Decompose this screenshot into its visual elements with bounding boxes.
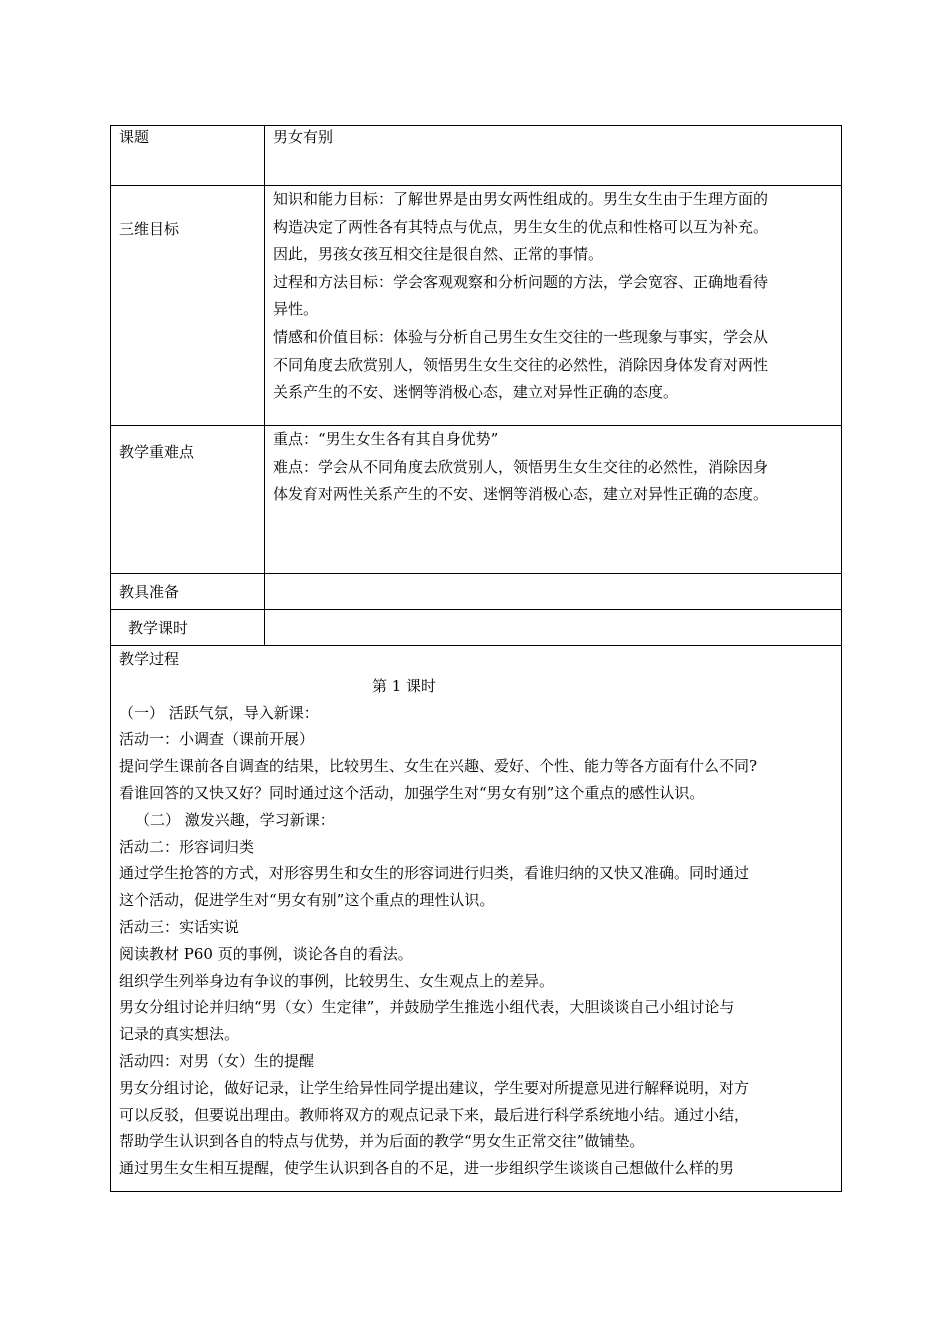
lesson-period-title: 第 1 课时 bbox=[371, 676, 437, 695]
label-objectives bbox=[111, 186, 265, 426]
process-line: 通过学生抢答的方式，对形容男生和女生的形容词进行归类，看谁归纳的又快又准确。同时通过 bbox=[119, 864, 750, 883]
activity-heading: 活动一：小调查（课前开展） bbox=[119, 730, 315, 749]
section-heading: （二） 激发兴趣，学习新课： bbox=[135, 810, 335, 829]
table-row-materials bbox=[111, 574, 842, 610]
key-point-line: 重点：“男生女生各有其自身优势” bbox=[273, 430, 499, 448]
objectives-line: 知识和能力目标：了解世界是由男女两性组成的。男生女生由于生理方面的 bbox=[273, 190, 769, 208]
lesson-plan-table bbox=[110, 125, 842, 1192]
label-objectives-text: 三维目标 bbox=[119, 220, 180, 238]
process-line: 阅读教材 P60 页的事例，谈论各自的看法。 bbox=[119, 944, 413, 963]
objectives-line: 情感和价值目标：体验与分析自己男生女生交往的一些现象与事实，学会从 bbox=[273, 327, 769, 346]
activity-heading: 活动二：形容词归类 bbox=[119, 837, 255, 856]
label-topic: 课题 bbox=[111, 126, 265, 186]
objectives-line: 关系产生的不安、迷惘等消极心态，建立对异性正确的态度。 bbox=[273, 383, 679, 402]
value-materials bbox=[265, 574, 842, 610]
process-line: 看谁回答的又快又好？同时通过这个活动，加强学生对“男女有别”这个重点的感性认识。 bbox=[119, 783, 705, 802]
table-row-process bbox=[111, 646, 842, 1192]
process-line: 记录的真实想法。 bbox=[119, 1025, 240, 1044]
label-key-points-text: 教学重难点 bbox=[119, 443, 195, 461]
process-line: 男女分组讨论，做好记录，让学生给异性同学提出建议，学生要对所提意见进行解释说明，对方 bbox=[119, 1078, 750, 1097]
table-row-periods bbox=[111, 610, 842, 646]
teaching-process bbox=[111, 646, 842, 1192]
process-line: 帮助学生认识到各自的特点与优势，并为后面的教学“男女生正常交往”做铺垫。 bbox=[119, 1132, 645, 1151]
activity-heading: 活动四：对男（女）生的提醒 bbox=[119, 1051, 315, 1070]
process-line: 通过男生女生相互提醒，使学生认识到各自的不足，进一步组织学生谈谈自己想做什么样的男 bbox=[119, 1159, 735, 1178]
key-point-line: 体发育对两性关系产生的不安、迷惘等消极心态，建立对异性正确的态度。 bbox=[273, 485, 769, 504]
process-line: 提问学生课前各自调查的结果，比较男生、女生在兴趣、爱好、个性、能力等各方面有什么不同? bbox=[119, 757, 758, 776]
objectives-line: 异性。 bbox=[273, 300, 319, 319]
topic-text: 男女有别 bbox=[273, 128, 334, 146]
process-line: 男女分组讨论并归纳“男（女）生定律”，并鼓励学生推选小组代表，大胆谈谈自己小组讨论与 bbox=[119, 998, 735, 1017]
objectives-line: 过程和方法目标：学会客观观察和分析问题的方法，学会宽容、正确地看待 bbox=[273, 272, 769, 291]
objectives-line: 因此，男孩女孩互相交往是很自然、正常的事情。 bbox=[273, 245, 604, 264]
process-line: 这个活动，促进学生对“男女有别”这个重点的理性认识。 bbox=[119, 891, 495, 910]
value-periods bbox=[265, 610, 842, 646]
activity-heading: 活动三：实话实说 bbox=[119, 917, 240, 936]
process-line: 组织学生列举身边有争议的事例，比较男生、女生观点上的差异。 bbox=[119, 971, 555, 990]
objectives-line: 构造决定了两性各有其特点与优点，男生女生的优点和性格可以互为补充。 bbox=[273, 217, 769, 236]
key-point-line: 难点：学会从不同角度去欣赏别人，领悟男生女生交往的必然性，消除因身 bbox=[273, 457, 769, 476]
value-objectives bbox=[265, 186, 842, 426]
section-heading: （一） 活跃气氛，导入新课： bbox=[119, 703, 319, 722]
label-materials: 教具准备 bbox=[111, 574, 265, 610]
value-key-points bbox=[265, 426, 842, 574]
label-periods: 教学课时 bbox=[111, 610, 265, 646]
value-topic bbox=[265, 126, 842, 186]
process-line: 可以反驳，但要说出理由。教师将双方的观点记录下来，最后进行科学系统地小结。通过小结， bbox=[119, 1105, 750, 1124]
label-key-points bbox=[111, 426, 265, 574]
table-row-key-points bbox=[111, 426, 842, 574]
process-heading: 教学过程 bbox=[119, 650, 180, 668]
table-row-objectives bbox=[111, 186, 842, 426]
objectives-line: 不同角度去欣赏别人，领悟男生女生交往的必然性，消除因身体发育对两性 bbox=[273, 355, 769, 374]
table-row-topic bbox=[111, 126, 842, 186]
